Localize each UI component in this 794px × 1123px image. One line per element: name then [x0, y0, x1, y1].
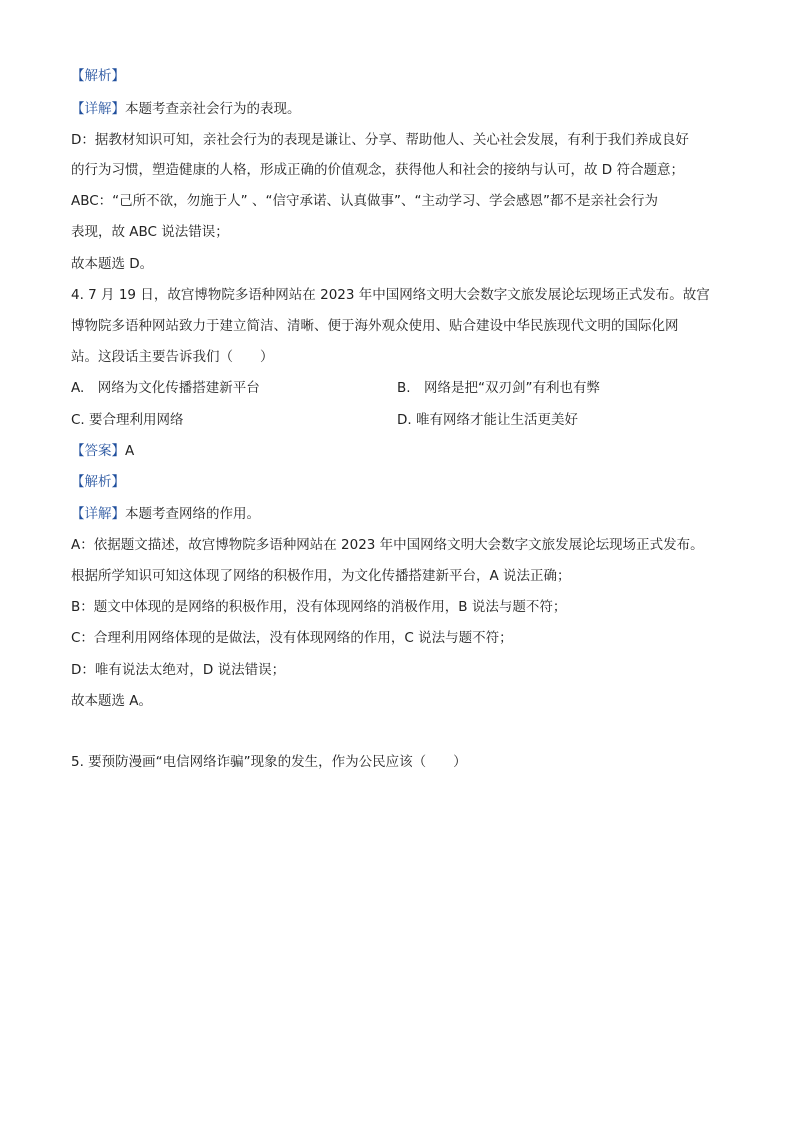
- question-5-stem: 5. 要预防漫画“电信网络诈骗”现象的发生，作为公民应该（ ）: [71, 754, 467, 770]
- option-a-explanation-line1: A：依据题文描述，故宫博物院多语种网站在 2023 年中国网络文明大会数字文旅发展论坛现场正式发布。: [71, 537, 704, 553]
- detail-label-q4: 【详解】: [71, 506, 125, 522]
- question-4-stem-line2: 博物院多语种网站致力于建立简洁、清晰、便于海外观众使用、贴合建设中华民族现代文明的国际化网: [71, 318, 679, 334]
- option-d-explanation-line1: D：据教材知识可知，亲社会行为的表现是谦让、分享、帮助他人、关心社会发展，有利于我们养成良好: [71, 132, 689, 148]
- question-4-option-a: A. 网络为文化传播搭建新平台: [71, 380, 260, 396]
- detail-line: [71, 99, 301, 119]
- option-b-explanation: B：题文中体现的是网络的积极作用，没有体现网络的消极作用，B 说法与题不符；: [71, 599, 567, 615]
- analysis-label-q4: 【解析】: [71, 474, 125, 490]
- option-abc-explanation-line2: 表现，故 ABC 说法错误；: [71, 224, 229, 240]
- answer-label: 【答案】: [71, 443, 125, 459]
- question-4-option-c: C. 要合理利用网络: [71, 412, 184, 428]
- conclusion-text-q4: 故本题选 A。: [71, 693, 153, 709]
- answer-value: A: [125, 443, 135, 459]
- option-d-explanation-line2: 的行为习惯，塑造健康的人格，形成正确的价值观念，获得他人和社会的接纳与认可，故 D 符合题意；: [71, 162, 684, 178]
- option-a-explanation-line2: 根据所学知识可知这体现了网络的积极作用，为文化传播搭建新平台，A 说法正确；: [71, 568, 571, 584]
- option-c-explanation: C：合理利用网络体现的是做法，没有体现网络的作用，C 说法与题不符；: [71, 630, 513, 646]
- detail-line-q4: [71, 504, 260, 524]
- answer-line: [71, 441, 134, 461]
- detail-label: 【详解】: [71, 101, 125, 117]
- conclusion-text: 故本题选 D。: [71, 256, 154, 272]
- question-4-option-d: D. 唯有网络才能让生活更美好: [397, 412, 578, 428]
- question-4-stem-line3: 站。这段话主要告诉我们（ ）: [71, 349, 274, 365]
- option-d-explanation: D：唯有说法太绝对，D 说法错误；: [71, 662, 286, 678]
- detail-text: 本题考查亲社会行为的表现。: [125, 101, 301, 117]
- detail-text-q4: 本题考查网络的作用。: [125, 506, 260, 522]
- question-4-stem-line1: 4. 7 月 19 日，故宫博物院多语种网站在 2023 年中国网络文明大会数字文旅发展论坛现场正式发布。故宫: [71, 287, 710, 303]
- option-abc-explanation-line1: ABC：“己所不欲，勿施于人” 、“信守承诺、认真做事”、“主动学习、学会感恩”都不是亲社会行为: [71, 193, 658, 209]
- analysis-label: 【解析】: [71, 68, 125, 84]
- question-4-option-b: B. 网络是把“双刃剑”有利也有弊: [397, 380, 601, 396]
